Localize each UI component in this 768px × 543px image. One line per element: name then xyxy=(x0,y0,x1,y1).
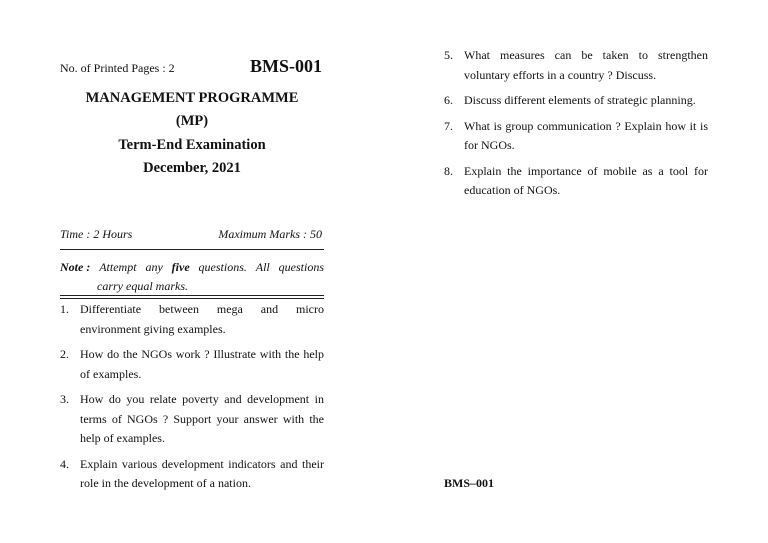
time-allowed: Time : 2 Hours xyxy=(60,227,133,241)
exam-date: December, 2021 xyxy=(143,160,241,176)
question-item xyxy=(444,117,708,156)
question-item xyxy=(60,455,324,494)
question-text: Discuss different elements of strategic planning. xyxy=(464,93,696,107)
question-number: 6. xyxy=(444,93,453,107)
note-line-2: carry equal marks. xyxy=(97,279,188,293)
question-item xyxy=(444,46,708,85)
header-row xyxy=(60,56,324,78)
question-item xyxy=(444,162,708,201)
exam-title: Term-End Examination xyxy=(118,137,266,153)
instruction-note xyxy=(60,258,324,296)
question-text: How do you relate poverty and development in terms of NGOs ? Support your answer with the help of examples. xyxy=(80,392,324,445)
note-word: Attempt xyxy=(99,260,137,274)
page-right xyxy=(444,0,708,543)
printed-pages: No. of Printed Pages : 2 xyxy=(60,61,175,75)
divider xyxy=(60,298,324,299)
note-word: All xyxy=(255,260,270,274)
programme-abbrev: (MP) xyxy=(175,113,209,129)
question-number: 1. xyxy=(60,302,69,316)
question-list-right xyxy=(444,46,708,207)
question-number: 4. xyxy=(60,456,69,471)
question-number: 7. xyxy=(444,118,453,133)
footer-paper-code: BMS–001 xyxy=(444,476,495,490)
question-text: Explain the importance of mobile as a tool for education of NGOs. xyxy=(464,163,708,197)
note-word: any xyxy=(145,260,163,274)
question-number: 8. xyxy=(444,163,453,178)
programme-title: MANAGEMENT PROGRAMME xyxy=(85,90,299,106)
note-label: Note : xyxy=(60,260,91,274)
note-word: questions. xyxy=(198,260,247,274)
question-number: 3. xyxy=(60,392,69,406)
question-number: 5. xyxy=(444,48,453,62)
question-list-left xyxy=(60,300,324,500)
divider xyxy=(60,249,324,250)
question-item xyxy=(60,300,324,339)
question-text: What measures can be taken to strengthen voluntary efforts in a country ? Discuss. xyxy=(464,48,708,82)
maximum-marks: Maximum Marks : 50 xyxy=(218,227,322,241)
note-word-emphasis: five xyxy=(171,260,190,274)
question-text: Explain various development indicators and their role in the development of a nation. xyxy=(80,456,324,490)
paper-code: BMS-001 xyxy=(250,56,322,76)
divider xyxy=(60,295,324,296)
note-word: questions xyxy=(278,260,324,274)
question-item xyxy=(60,345,324,384)
question-text: Differentiate between mega and micro environment giving examples. xyxy=(80,302,324,336)
question-item xyxy=(444,91,708,111)
question-text: How do the NGOs work ? Illustrate with the help of examples. xyxy=(80,347,324,381)
question-item xyxy=(60,390,324,449)
question-number: 2. xyxy=(60,347,69,361)
page-left xyxy=(60,0,324,543)
question-text: What is group communication ? Explain how it is for NGOs. xyxy=(464,118,708,152)
